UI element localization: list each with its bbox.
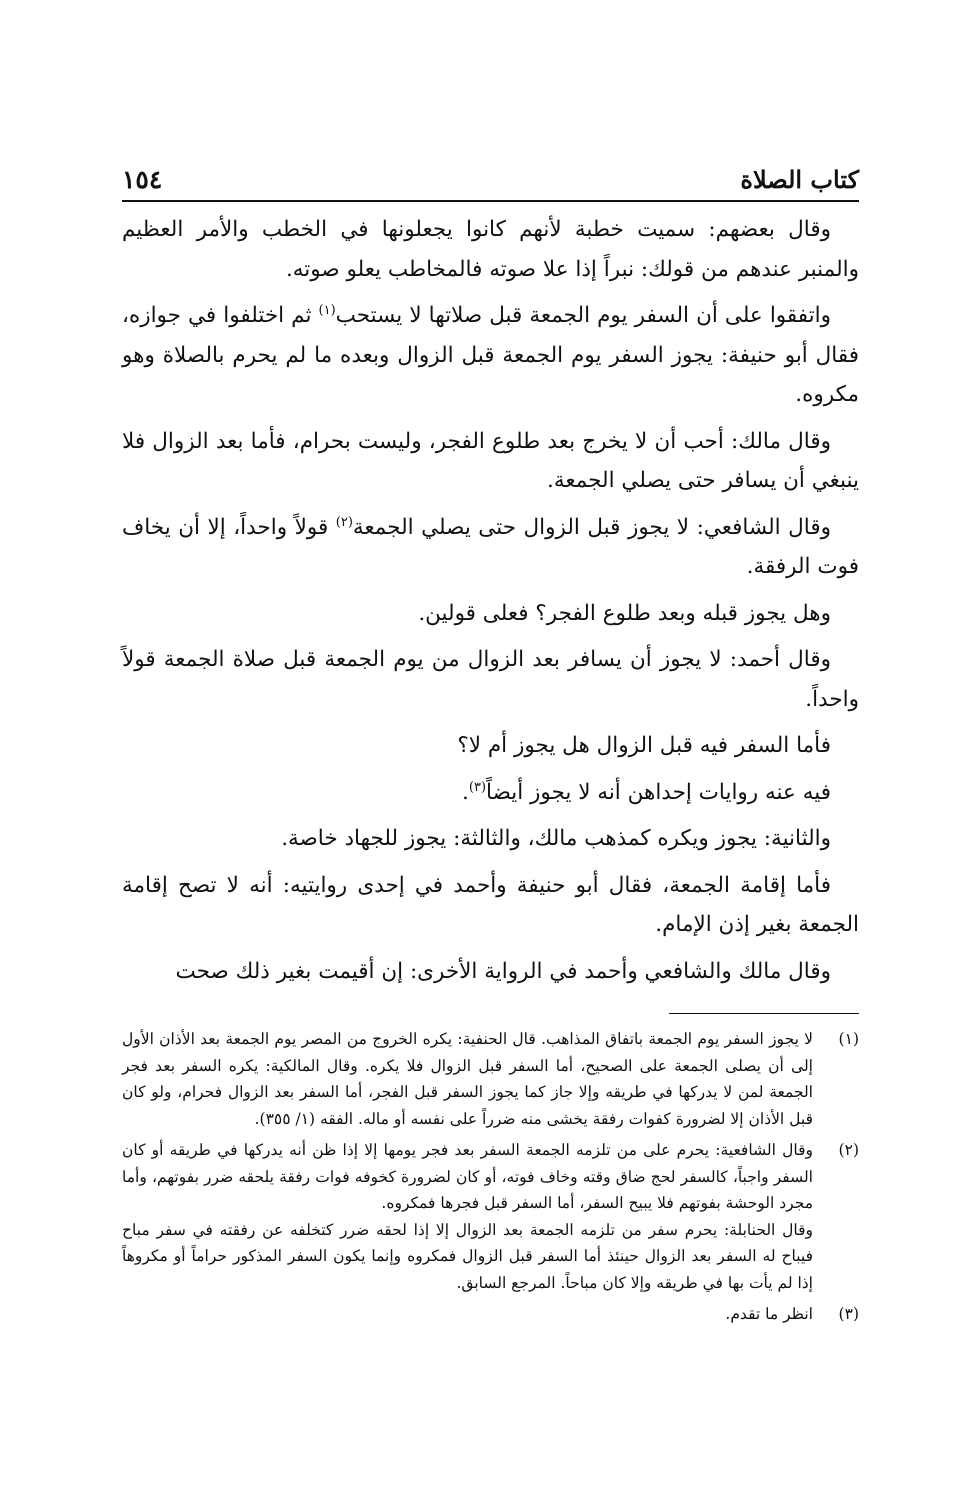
paragraph: وقال أحمد: لا يجوز أن يسافر بعد الزوال من يوم الجمعة قبل صلاة الجمعة قولاً واحداً. [122,647,859,712]
page-number: ١٥٤ [122,165,163,194]
footnote-line: وقال الحنابلة: يحرم سفر من تلزمه الجمعة بعد الزوال إلا إذا لحقه ضرر كتخلفه عن رفقته في سفر مباح فيباح له السفر بعد الزوال حينئذ أما السفر قبل الزوال فمكروه وإنما يكون السفر المذكور حراماً أو مكروهاً إذا لم يأت بها في طريقه وإلا كان مباحاً. المرجع السابق. [122,1220,813,1292]
paragraph: وهل يجوز قبله وبعد طلوع الفجر؟ فعلى قولين. [418,600,831,626]
paragraph [122,296,859,415]
paragraph-text: فيه عنه روايات إحداهن أنه لا يجوز أيضاً [486,779,831,805]
footnote-number: (١) [838,1030,859,1048]
paragraph-text: قولاً واحداً، إلا أن يخاف فوت الرفقة. [122,514,859,579]
footnote-line: لا يجوز السفر يوم الجمعة باتفاق المذاهب. قال الحنفية: يكره الخروج من المصر يوم الجمعة بعد الأذان الأول إلى أن يصلى الجمعة على الصحيح، أما السفر قبل الزوال فلا يكره. وقال المالكية: يكره السفر بعد فجر الجمعة لمن لا يدركها في طريقه وإلا جاز كما يجوز السفر قبل الفجر، أما السفر بعد الزوال فحرام، ولو كان قبل الأذان إلا لضرورة كفوات رفقة يخشى منه ضرراً على نفسه أو ماله. الفقه (١/ ٣٥٥). [122,1030,813,1128]
footnote-line: انظر ما تقدم. [725,1305,813,1323]
paragraph: فأما السفر فيه قبل الزوال هل يجوز أم لا؟ [457,733,831,758]
paragraph: وقال مالك والشافعي وأحمد في الرواية الأخرى: إن أقيمت بغير ذلك صحت [175,958,831,984]
footnote-line: وقال الشافعية: يحرم على من تلزمه الجمعة السفر بعد فجر يومها إلا إذا ظن أنه يدركها في طريقه أو كان السفر واجباً، كالسفر لحج ضاق وقته وخاف فوته، أو كان لضرورة كخوفه فوات رفقة يلحقه ضرر بفوتهم، وأما مجرد الوحشة بفوتهم فلا يبيح السفر، أما السفر قبل فجرها فمكروه. [122,1141,813,1212]
paragraph: وقال بعضهم: سميت خطبة لأنهم كانوا يجعلونها في الخطب والأمر العظيم والمنبر عندهم من قولك: نبراً إذا علا صوته فالمخاطب يعلو صوته. [122,217,859,282]
footnote-ref: (١) [318,302,336,318]
paragraph [122,773,859,813]
paragraph-text: وقال الشافعي: لا يجوز قبل الزوال حتى يصلي الجمعة [352,514,831,540]
footnote-number: (٣) [838,1305,859,1323]
paragraph-text: . [462,779,469,805]
paragraph-text: ثم اختلفوا في جوازه، فقال أبو حنيفة: يجوز السفر يوم الجمعة قبل الزوال وبعده ما لم يحرم بالصلاة وهو مكروه. [122,303,859,407]
paragraph: والثانية: يجوز ويكره كمذهب مالك، والثالثة: يجوز للجهاد خاصة. [281,826,831,851]
footnote [122,1026,859,1132]
paragraph-text: واتفقوا على أن السفر يوم الجمعة قبل صلاتها لا يستحب [335,303,831,328]
footnote [122,1301,859,1328]
paragraph: فأما إقامة الجمعة، فقال أبو حنيفة وأحمد في إحدى روايتيه: أنه لا تصح إقامة الجمعة بغير إذن الإمام. [122,872,859,937]
paragraph [122,508,859,587]
footnote-text [122,1301,813,1328]
chapter-title: كتاب الصلاة [740,165,859,194]
footnote-text [122,1026,813,1132]
footnote [122,1137,859,1296]
footnote-ref: (٢) [335,514,353,530]
footnote-text [122,1137,813,1296]
paragraph: وقال مالك: أحب أن لا يخرج بعد طلوع الفجر، وليست بحرام، فأما بعد الزوال فلا ينبغي أن يسافر حتى يصلي الجمعة. [122,428,859,493]
main-text [122,210,859,991]
footnote-separator [669,1013,859,1014]
footnote-number: (٢) [838,1141,859,1159]
book-page [122,150,859,1333]
running-header [122,150,859,202]
footnotes [122,1026,859,1328]
footnote-ref: (٣) [468,779,487,795]
